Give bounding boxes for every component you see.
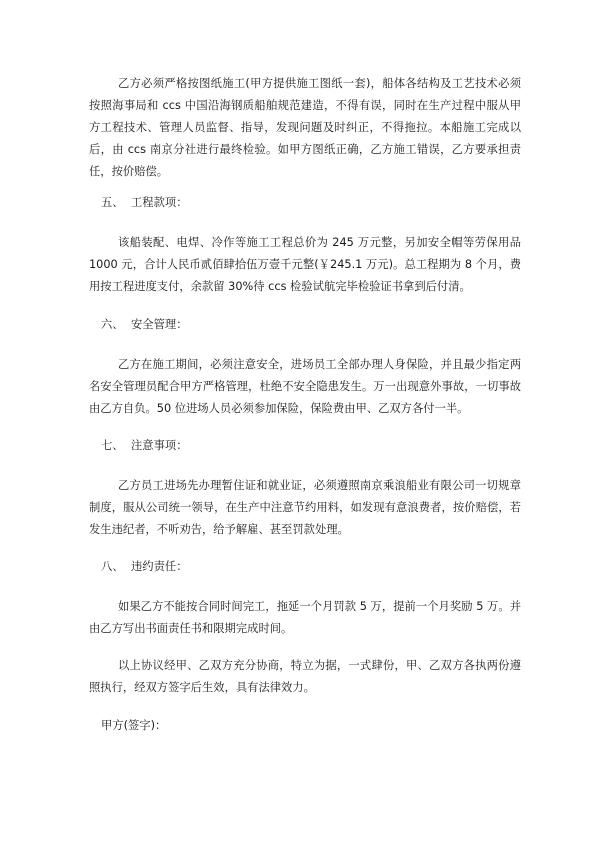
closing-paragraph: 以上协议经甲、乙双方充分协商，特立为据，一式肆份，甲、乙双方各执两份遵照执行，经双方签字后生效，具有法律效力。 bbox=[89, 659, 521, 694]
clause-six-body: 乙方在施工期间，必须注意安全，进场员工全部办理人身保险，并且最少指定两名安全管理员配合甲方严格管理，杜绝不安全隐患发生。万一出现意外事故，一切事故由乙方自负。50 位进场人员必须参加保险，保险费由甲、乙双方各付一半。 bbox=[89, 358, 521, 415]
clause-eight-body: 如果乙方不能按合同时间完工，拖延一个月罚款 5 万，提前一个月奖励 5 万。并由乙方写出书面责任书和限期完成时间。 bbox=[89, 600, 521, 635]
section-heading-seven bbox=[101, 436, 188, 456]
section-heading-eight bbox=[101, 557, 188, 577]
heading-title: 工程款项： bbox=[131, 196, 188, 209]
section-heading-six bbox=[101, 315, 188, 335]
party-a-signature-label: 甲方(签字)： bbox=[101, 719, 167, 732]
heading-number: 七、 bbox=[101, 439, 124, 452]
heading-title: 安全管理： bbox=[131, 318, 188, 331]
clause-five-body: 该船装配、电焊、冷作等施工工程总价为 245 万元整，另加安全帽等劳保用品 1000 元，合计人民币贰佰肆拾伍万壹千元整(￥245.1 万元)。总工程期为 8 个月，费用按工程进度支付，余款留 30%待 ccs 检验试航完毕检验证书拿到后付清。 bbox=[89, 236, 521, 293]
clause-seven-body: 乙方员工进场先办理暂住证和就业证，必须遵照南京乘浪船业有限公司一切规章制度，服从公司统一领导，在生产中注意节约用料，如发现有意浪费者，按价赔偿，若发生违纪者，不听劝告，给予解雇、甚至罚款处理。 bbox=[89, 479, 521, 536]
heading-title: 注意事项： bbox=[131, 439, 188, 452]
clause-four-body: 乙方必须严格按图纸施工(甲方提供施工图纸一套)，船体各结构及工艺技术必须按照海事局和 ccs 中国沿海钢质船舶规范建造，不得有误，同时在生产过程中服从甲方工程技术、管理人员监督、指导，发现问题及时纠正，不得拖拉。本船施工完成以后，由 ccs 南京分社进行最终检验。如甲方图纸正确，乙方施工错误，乙方要承担责任，按价赔偿。 bbox=[89, 77, 521, 178]
heading-number: 五、 bbox=[101, 196, 124, 209]
heading-number: 六、 bbox=[101, 318, 124, 331]
heading-number: 八、 bbox=[101, 560, 124, 573]
heading-title: 违约责任： bbox=[131, 560, 188, 573]
section-heading-five bbox=[101, 193, 188, 213]
